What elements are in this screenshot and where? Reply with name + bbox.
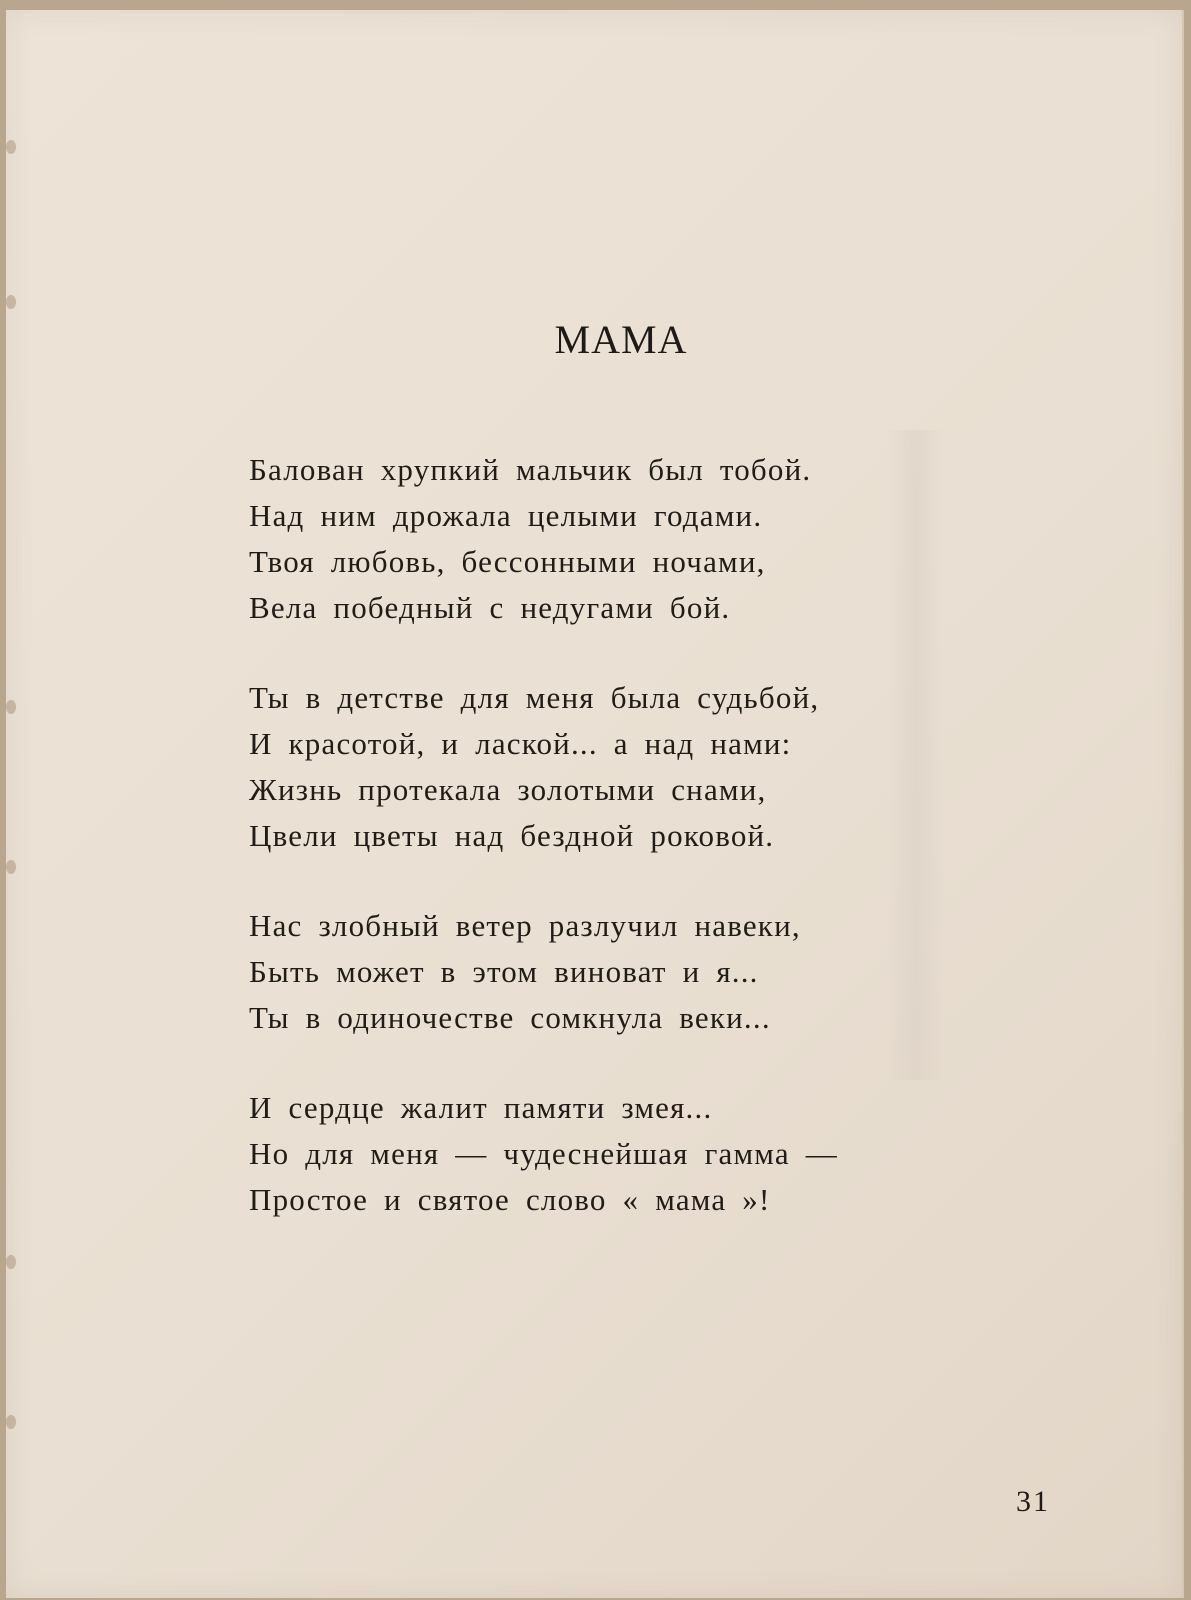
poem-line: И сердце жалит памяти змея... — [249, 1090, 713, 1125]
poem-line: Балован хрупкий мальчик был тобой. — [249, 452, 812, 487]
poem-line: Ты в одиночестве сомкнула веки... — [249, 1000, 771, 1035]
page-number: 31 — [1016, 1485, 1050, 1518]
binding-hole — [6, 1255, 16, 1269]
poem-line: Вела победный с недугами бой. — [249, 590, 731, 625]
poem-line: И красотой, и лаской... а над нами: — [249, 726, 792, 761]
stanza-2 — [249, 675, 969, 859]
poem-line: Жизнь протекала золотыми снами, — [249, 772, 767, 807]
book-page — [6, 10, 1184, 1598]
poem-line: Быть может в этом виноват и я... — [249, 954, 759, 989]
binding-hole — [6, 860, 16, 874]
poem-line: Ты в детстве для меня была судьбой, — [249, 680, 820, 715]
binding-hole — [6, 700, 16, 714]
stanza-3 — [249, 903, 969, 1041]
binding-hole — [6, 1415, 16, 1429]
poem-title: МАМА — [554, 317, 688, 362]
poem-line: Простое и святое слово « мама »! — [249, 1182, 771, 1217]
poem-line: Над ним дрожала целыми годами. — [249, 498, 763, 533]
stanza-4 — [249, 1085, 969, 1223]
binding-hole — [6, 140, 16, 154]
poem-line: Нас злобный ветер разлучил навеки, — [249, 908, 801, 943]
poem-line: Твоя любовь, бессонными ночами, — [249, 544, 766, 579]
poem-body — [249, 447, 969, 1267]
stanza-1 — [249, 447, 969, 631]
poem-line: Цвели цветы над бездной роковой. — [249, 818, 775, 853]
poem-line: Но для меня — чудеснейшая гамма — — [249, 1136, 838, 1171]
binding-hole — [6, 295, 16, 309]
